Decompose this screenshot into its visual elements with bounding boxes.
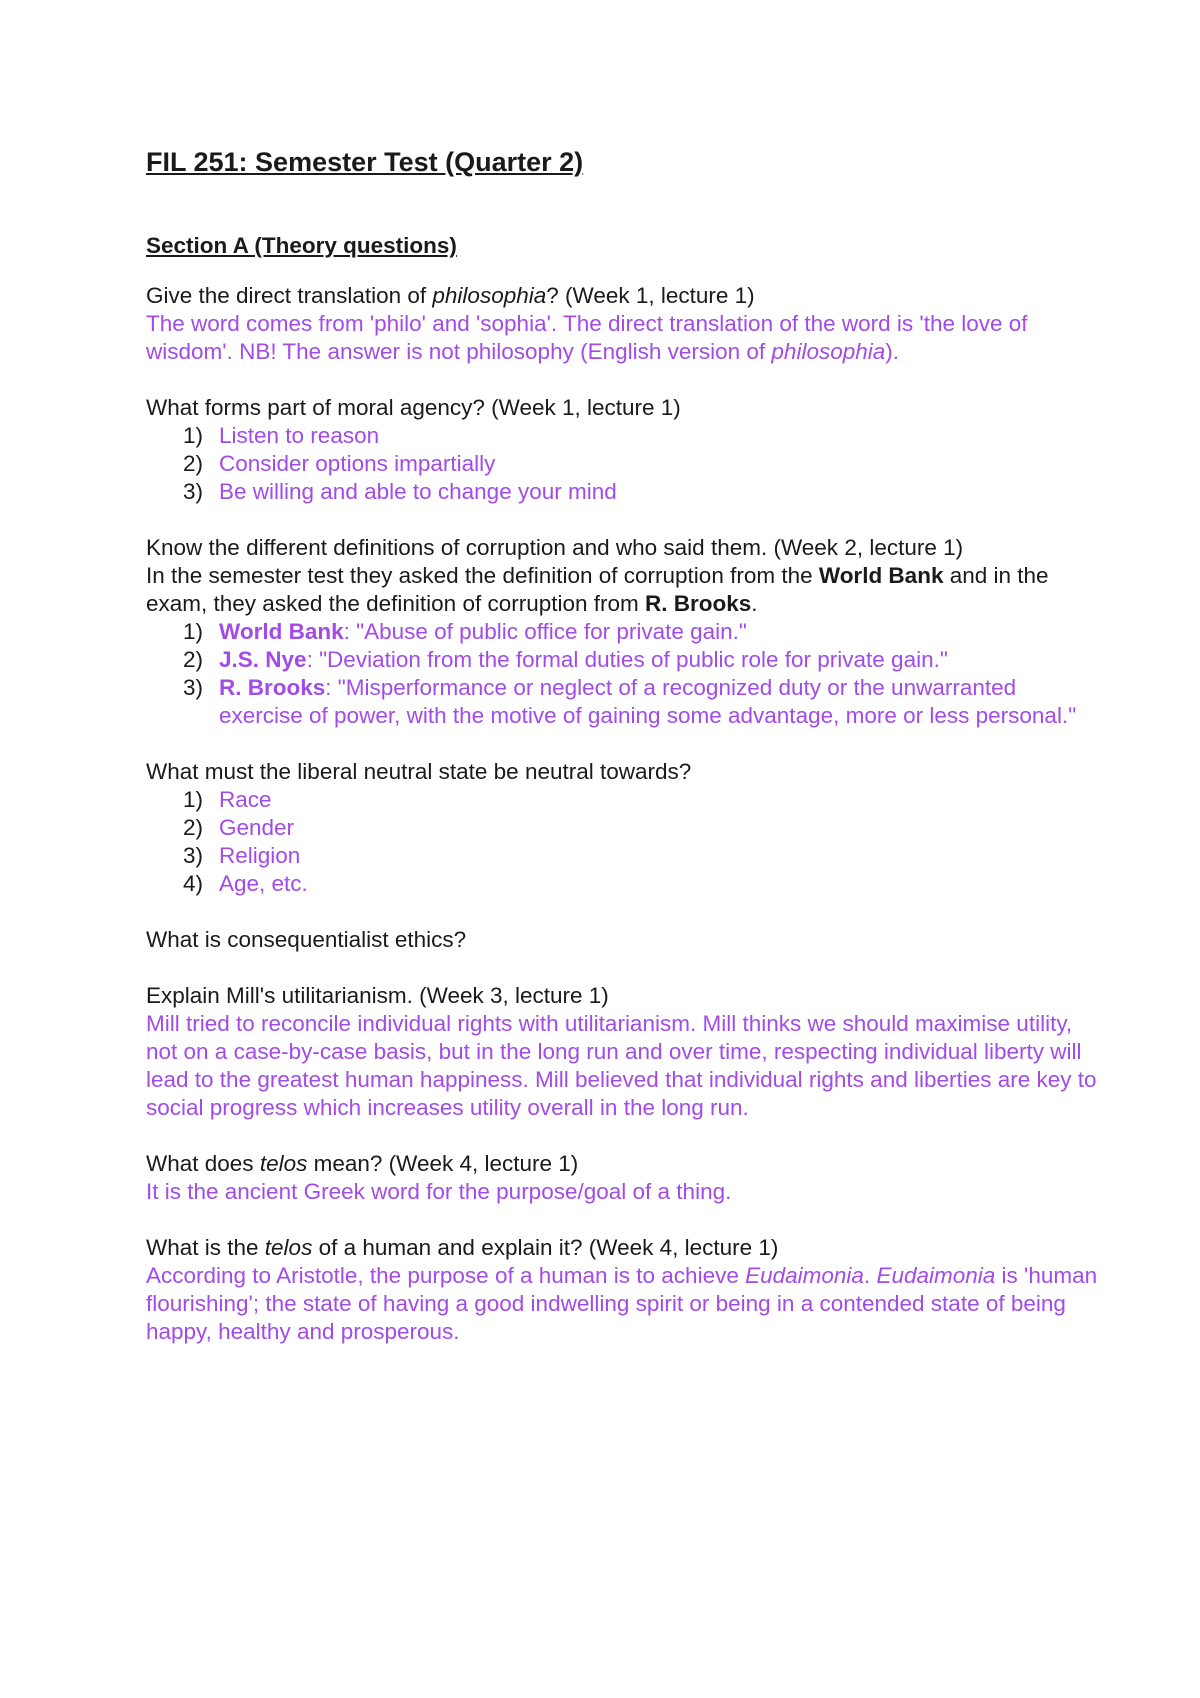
answer-text-part: The word comes from 'philo' and 'sophia'. The direct translation of the word is 'the love of wisdom'. NB! The answer is not philosophy (English version of (146, 311, 1028, 364)
answer-text-part: ). (885, 339, 900, 364)
list-item-text: Be willing and able to change your mind (219, 479, 617, 504)
list-item (146, 450, 1100, 478)
note-bold-term: World Bank (818, 563, 944, 588)
list-number: 1) (183, 787, 204, 812)
question-text: Explain Mill's utilitarianism. (Week 3, lecture 1) (146, 983, 609, 1008)
answer-list (146, 422, 1100, 506)
answer-text: Mill tried to reconcile individual rights with utilitarianism. Mill thinks we should maximise utility, not on a case-by-case basis, but in the long run and over time, respecting individual liberty will lead to the greatest human happiness. Mill believed that individual rights and liberties are key to social progress which increases utility overall in the long run. (146, 1011, 1097, 1120)
question-block-translation (146, 282, 1100, 366)
list-number: 4) (183, 871, 204, 896)
answer-italic-term: philosophia (771, 339, 886, 364)
question-text-part: What is the (146, 1235, 265, 1260)
list-item-text: Age, etc. (219, 871, 308, 896)
note-text-part: . (751, 591, 758, 616)
answer-text-part: According to Aristotle, the purpose of a human is to achieve (146, 1263, 746, 1288)
list-number: 3) (183, 479, 204, 504)
list-number: 3) (183, 675, 204, 700)
question-block-corruption (146, 534, 1100, 730)
list-number: 1) (183, 423, 204, 448)
list-item (146, 478, 1100, 506)
list-number: 2) (183, 647, 204, 672)
question-text-part: ? (Week 1, lecture 1) (546, 283, 755, 308)
list-item (146, 646, 1100, 674)
question-text: What is consequentialist ethics? (146, 927, 467, 952)
list-item-text: Religion (219, 843, 301, 868)
list-item (146, 786, 1100, 814)
list-item-text: Race (219, 787, 272, 812)
definition-text: : "Misperformance or neglect of a recognized duty or the unwarranted exercise of power, with the motive of gaining some advantage, more or less personal." (219, 675, 1077, 728)
list-item (146, 618, 1100, 646)
question-block-moral-agency (146, 394, 1100, 506)
question-italic-term: philosophia (432, 283, 547, 308)
question-block-consequentialism (146, 926, 1100, 954)
answer-italic-term: Eudaimonia (745, 1263, 864, 1288)
list-number: 1) (183, 619, 204, 644)
question-block-mill (146, 982, 1100, 1122)
question-text (146, 282, 1100, 310)
note-text-part: and in the exam, they asked the definition of corruption from (146, 563, 1049, 616)
section-heading: Section A (Theory questions) (146, 233, 457, 258)
question-text: Know the different definitions of corruption and who said them. (Week 2, lecture 1) (146, 535, 964, 560)
question-italic-term: telos (259, 1151, 308, 1176)
answer-list (146, 618, 1100, 730)
list-item (146, 674, 1100, 730)
note-text-part: In the semester test they asked the definition of corruption from the (146, 563, 819, 588)
question-note (146, 562, 1100, 618)
question-text-part: What does (146, 1151, 260, 1176)
list-item-text: Gender (219, 815, 295, 840)
list-item (146, 422, 1100, 450)
list-item-text: Listen to reason (219, 423, 380, 448)
answer-text: It is the ancient Greek word for the purpose/goal of a thing. (146, 1179, 732, 1204)
question-text (146, 1234, 1100, 1262)
definition-author: J.S. Nye (219, 647, 307, 672)
question-text: What forms part of moral agency? (Week 1, lecture 1) (146, 395, 681, 420)
answer-italic-term: Eudaimonia (876, 1263, 996, 1288)
list-number: 3) (183, 843, 204, 868)
question-text (146, 1150, 1100, 1178)
list-item (146, 842, 1100, 870)
question-text-part: of a human and explain it? (Week 4, lecture 1) (312, 1235, 779, 1260)
list-item (146, 814, 1100, 842)
list-item-text: Consider options impartially (219, 451, 496, 476)
list-number: 2) (183, 815, 204, 840)
definition-text: : "Abuse of public office for private gain." (343, 619, 747, 644)
definition-text: : "Deviation from the formal duties of public role for private gain." (306, 647, 948, 672)
question-block-telos-meaning (146, 1150, 1100, 1206)
question-block-neutral-state (146, 758, 1100, 898)
answer-text (146, 1262, 1100, 1346)
definition-author: World Bank (219, 619, 344, 644)
list-number: 2) (183, 451, 204, 476)
question-text-part: Give the direct translation of (146, 283, 433, 308)
question-block-telos-human (146, 1234, 1100, 1346)
question-text-part: mean? (Week 4, lecture 1) (307, 1151, 579, 1176)
answer-text-part: is 'human flourishing'; the state of having a good indwelling spirit or being in a contended state of being happy, healthy and prosperous. (146, 1263, 1098, 1344)
answer-text-part: . (863, 1263, 877, 1288)
list-item (146, 870, 1100, 898)
question-italic-term: telos (264, 1235, 313, 1260)
definition-author: R. Brooks (219, 675, 326, 700)
document-title: FIL 251: Semester Test (Quarter 2) (146, 147, 584, 177)
answer-text (146, 310, 1100, 366)
question-text: What must the liberal neutral state be neutral towards? (146, 759, 692, 784)
answer-list (146, 786, 1100, 898)
note-bold-term: R. Brooks (645, 591, 752, 616)
